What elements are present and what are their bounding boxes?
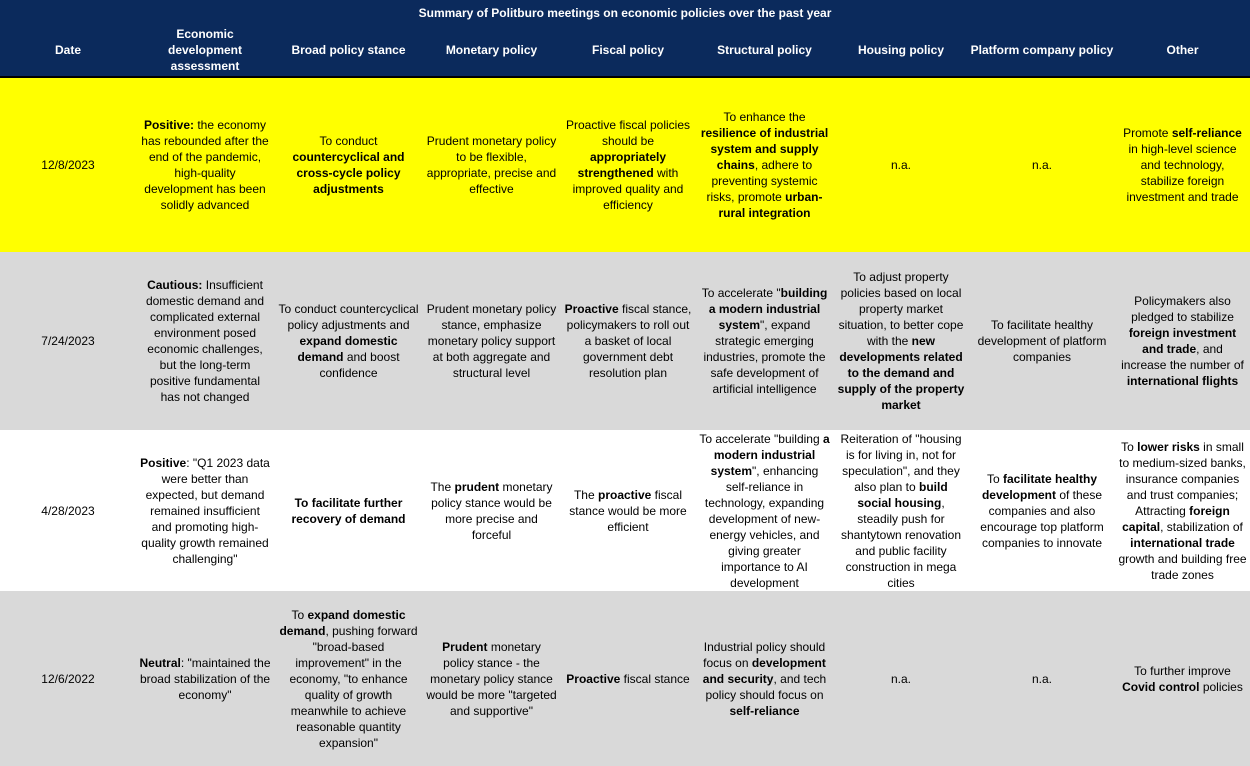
header-other: Other <box>1166 43 1199 57</box>
text: Prudent monetary policy stance, emphasize monetary policy support at both aggregate and structural level <box>426 302 557 380</box>
cell-broad-policy <box>274 591 423 766</box>
bold-text: expand domestic demand <box>297 334 398 364</box>
cell-text <box>1118 293 1247 389</box>
cell-monetary-policy <box>423 591 560 766</box>
bold-text: foreign capital <box>1122 503 1230 534</box>
bold-text: To facilitate further recovery of demand <box>291 495 406 526</box>
text: Promote <box>1123 126 1172 140</box>
cell-housing-policy <box>833 430 969 591</box>
cell-text <box>277 301 420 381</box>
cell-text: 12/8/2023 <box>41 158 95 172</box>
cell-text: 12/6/2022 <box>41 671 95 686</box>
bold-text: proactive <box>597 487 652 502</box>
bold-text: building a modern industrial system <box>708 286 828 332</box>
bold-text: build social housing <box>857 479 948 510</box>
cell-monetary-policy <box>423 78 560 252</box>
cell-structural-policy <box>696 591 833 766</box>
cell-other <box>1115 78 1250 252</box>
cell-assessment <box>136 430 274 591</box>
cell-text <box>699 639 830 719</box>
cell-broad-policy <box>274 78 423 252</box>
text: To accelerate " <box>701 286 781 300</box>
bold-text: international trade <box>1130 535 1235 550</box>
cell-text <box>1118 663 1247 695</box>
text: monetary policy stance - the monetary policy stance would be more "targeted and supportive" <box>426 639 557 718</box>
cell-assessment <box>136 591 274 766</box>
text: The <box>430 479 455 494</box>
bold-text: Proactive <box>566 671 621 686</box>
header-broad-policy: Broad policy stance <box>291 43 406 57</box>
bold-text: Positive <box>140 455 187 470</box>
text: To further improve <box>1134 663 1231 678</box>
cell-text <box>426 479 557 543</box>
text: Industrial policy should focus on <box>703 639 826 670</box>
bold-text: facilitate healthy development <box>981 471 1098 502</box>
header-structural-policy: Structural policy <box>717 43 812 57</box>
bold-text: development and security <box>702 655 826 686</box>
text: n.a. <box>890 671 911 686</box>
cell-text <box>836 269 966 413</box>
text: , adhere to preventing systemic risks, promote <box>706 158 818 204</box>
text: the economy has rebounded after the end of the pandemic, high-quality development has been solidly advanced <box>141 118 269 212</box>
cell-text <box>139 455 271 567</box>
cell-text <box>836 431 966 591</box>
cell-other <box>1115 430 1250 591</box>
text: To <box>986 471 1003 486</box>
text: , and increase the number of <box>1121 342 1244 372</box>
cell-date <box>0 430 136 591</box>
cell-date <box>0 252 136 430</box>
cell-fiscal-policy <box>560 591 696 766</box>
text: To <box>1121 439 1138 454</box>
cell-housing-policy <box>833 78 969 252</box>
text: fiscal stance <box>620 671 690 686</box>
cell-assessment <box>136 78 274 252</box>
cell-monetary-policy <box>423 430 560 591</box>
text: , and tech policy should focus on <box>705 671 827 702</box>
cell-text <box>891 157 911 173</box>
text: ", enhancing self-reliance in technology, expanding development of new-energy vehicles, and giving greater importance to AI development <box>704 463 825 590</box>
cell-broad-policy <box>274 252 423 430</box>
cell-structural-policy <box>696 252 833 430</box>
cell-broad-policy <box>274 430 423 591</box>
cell-text <box>1032 157 1052 173</box>
cell-other <box>1115 591 1250 766</box>
bold-text: appropriately strengthened <box>577 150 667 180</box>
text: : "Q1 2023 data were better than expected, but demand remained insufficient and promoting high-quality growth remained challenging" <box>141 455 270 566</box>
table-row <box>0 252 1250 430</box>
cell-date <box>0 78 136 252</box>
text: n.a. <box>1031 671 1052 686</box>
cell-text <box>139 277 271 405</box>
text: Prudent monetary policy to be flexible, appropriate, precise and effective <box>426 134 557 196</box>
bold-text: new developments related to the demand and supply of the property market <box>837 334 965 412</box>
cell-fiscal-policy <box>560 78 696 252</box>
table-title: Summary of Politburo meetings on economic policies over the past year <box>418 6 832 20</box>
text: To <box>291 607 308 622</box>
text: in small to medium-sized banks, insurance companies and trust companies; Attracting <box>1119 439 1246 518</box>
table-row <box>0 430 1250 591</box>
text: Policymakers also pledged to stabilize <box>1131 294 1234 324</box>
header-fiscal-policy: Fiscal policy <box>591 43 665 57</box>
cell-text: 7/24/2023 <box>41 334 95 348</box>
cell-text <box>277 607 420 751</box>
text: growth and building free trade zones <box>1118 551 1247 582</box>
text: policies <box>1199 679 1243 694</box>
cell-fiscal-policy <box>560 430 696 591</box>
cell-other <box>1115 252 1250 430</box>
text: monetary policy stance would be more precise and forceful <box>431 479 553 542</box>
cell-text <box>563 301 693 381</box>
cell-platform-policy <box>969 252 1115 430</box>
cell-text <box>139 655 271 703</box>
text: ", expand strategic emerging industries, promote the safe development of artificial intelligence <box>703 318 826 396</box>
text: n.a. <box>1031 158 1052 172</box>
cell-text <box>277 495 420 527</box>
text: The <box>573 487 598 502</box>
cell-monetary-policy <box>423 252 560 430</box>
cell-text <box>1032 671 1052 687</box>
table-header <box>0 0 1250 78</box>
text: To enhance the <box>723 110 806 124</box>
cell-text <box>277 133 420 197</box>
cell-text <box>563 487 693 535</box>
cell-text <box>699 285 830 397</box>
cell-text <box>699 109 830 221</box>
cell-housing-policy <box>833 252 969 430</box>
cell-date <box>0 591 136 766</box>
header-platform-policy: Platform company policy <box>970 43 1114 57</box>
bold-text: Covid control <box>1122 679 1200 694</box>
cell-structural-policy <box>696 78 833 252</box>
text: Reiteration of "housing is for living in, not for speculation", and they also plan to <box>840 431 962 494</box>
cell-text <box>972 317 1112 365</box>
text: , pushing forward "broad-based improvement" in the economy, "to enhance quality of growth meanwhile to achieve reasonable quantity expansion" <box>289 623 418 750</box>
bold-text: self-reliance <box>1171 126 1242 140</box>
cell-text <box>566 671 689 687</box>
table-row <box>0 591 1250 766</box>
text: To adjust property policies based on local property market situation, to better cope with the <box>838 270 964 348</box>
text: n.a. <box>890 158 911 172</box>
cell-text <box>1118 125 1247 205</box>
text: fiscal stance, policymakers to roll out a basket of local government debt resolution plan <box>566 302 692 380</box>
cell-platform-policy <box>969 591 1115 766</box>
bold-text: Prudent <box>442 639 488 654</box>
header-economic-assessment: Economic development assessment <box>167 27 242 73</box>
cell-text <box>699 431 830 591</box>
bold-text: a modern industrial system <box>710 431 830 478</box>
text: , steadily push for shantytown renovation and public facility construction in mega cities <box>840 495 962 590</box>
header-housing-policy: Housing policy <box>857 43 944 57</box>
bold-text: resilience of industrial system and supply chains <box>700 126 829 172</box>
bold-text: Proactive <box>564 302 619 316</box>
text: in high-level science and technology, stabilize foreign investment and trade <box>1126 142 1239 204</box>
cell-text <box>891 671 911 687</box>
text: Insufficient domestic demand and complicated external environment posed economic challenges, but the long-term positive fundamental has not changed <box>145 278 265 404</box>
bold-text: Positive: <box>143 118 194 132</box>
text: To conduct countercyclical policy adjustments and <box>278 302 419 332</box>
bold-text: lower risks <box>1137 439 1200 454</box>
bold-text: prudent <box>454 479 500 494</box>
bold-text: expand domestic demand <box>279 607 406 638</box>
bold-text: urban-rural integration <box>718 190 823 220</box>
text: fiscal stance would be more efficient <box>569 487 687 534</box>
cell-text <box>426 301 557 381</box>
cell-text <box>426 133 557 197</box>
cell-structural-policy <box>696 430 833 591</box>
cell-platform-policy <box>969 78 1115 252</box>
bold-text: self-reliance <box>729 703 800 718</box>
bold-text: Cautious: <box>147 278 203 292</box>
text: To facilitate healthy development of platform companies <box>977 318 1107 364</box>
cell-fiscal-policy <box>560 252 696 430</box>
cell-housing-policy <box>833 591 969 766</box>
cell-text <box>563 117 693 213</box>
bold-text: international flights <box>1126 374 1239 388</box>
text: , stabilization of <box>1160 519 1243 534</box>
cell-text <box>1118 439 1247 583</box>
text: To conduct <box>319 134 378 148</box>
text: of these companies and also encourage top platform companies to innovate <box>980 487 1104 550</box>
cell-text <box>972 471 1112 551</box>
bold-text: foreign investment and trade <box>1128 326 1237 356</box>
cell-text <box>426 639 557 719</box>
text: : "maintained the broad stabilization of the economy" <box>139 655 271 702</box>
header-monetary-policy: Monetary policy <box>445 43 538 57</box>
cell-text: 4/28/2023 <box>41 503 95 518</box>
text: Proactive fiscal policies should be <box>565 118 691 148</box>
text: with improved quality and efficiency <box>572 166 684 212</box>
cell-platform-policy <box>969 430 1115 591</box>
table-row <box>0 78 1250 252</box>
text: and boost confidence <box>319 350 400 380</box>
text: To accelerate "building <box>699 431 823 446</box>
cell-assessment <box>136 252 274 430</box>
bold-text: Neutral <box>139 655 181 670</box>
header-date: Date <box>54 43 81 57</box>
bold-text: countercyclical and cross-cycle policy adjustments <box>292 150 405 196</box>
cell-text <box>139 117 271 213</box>
